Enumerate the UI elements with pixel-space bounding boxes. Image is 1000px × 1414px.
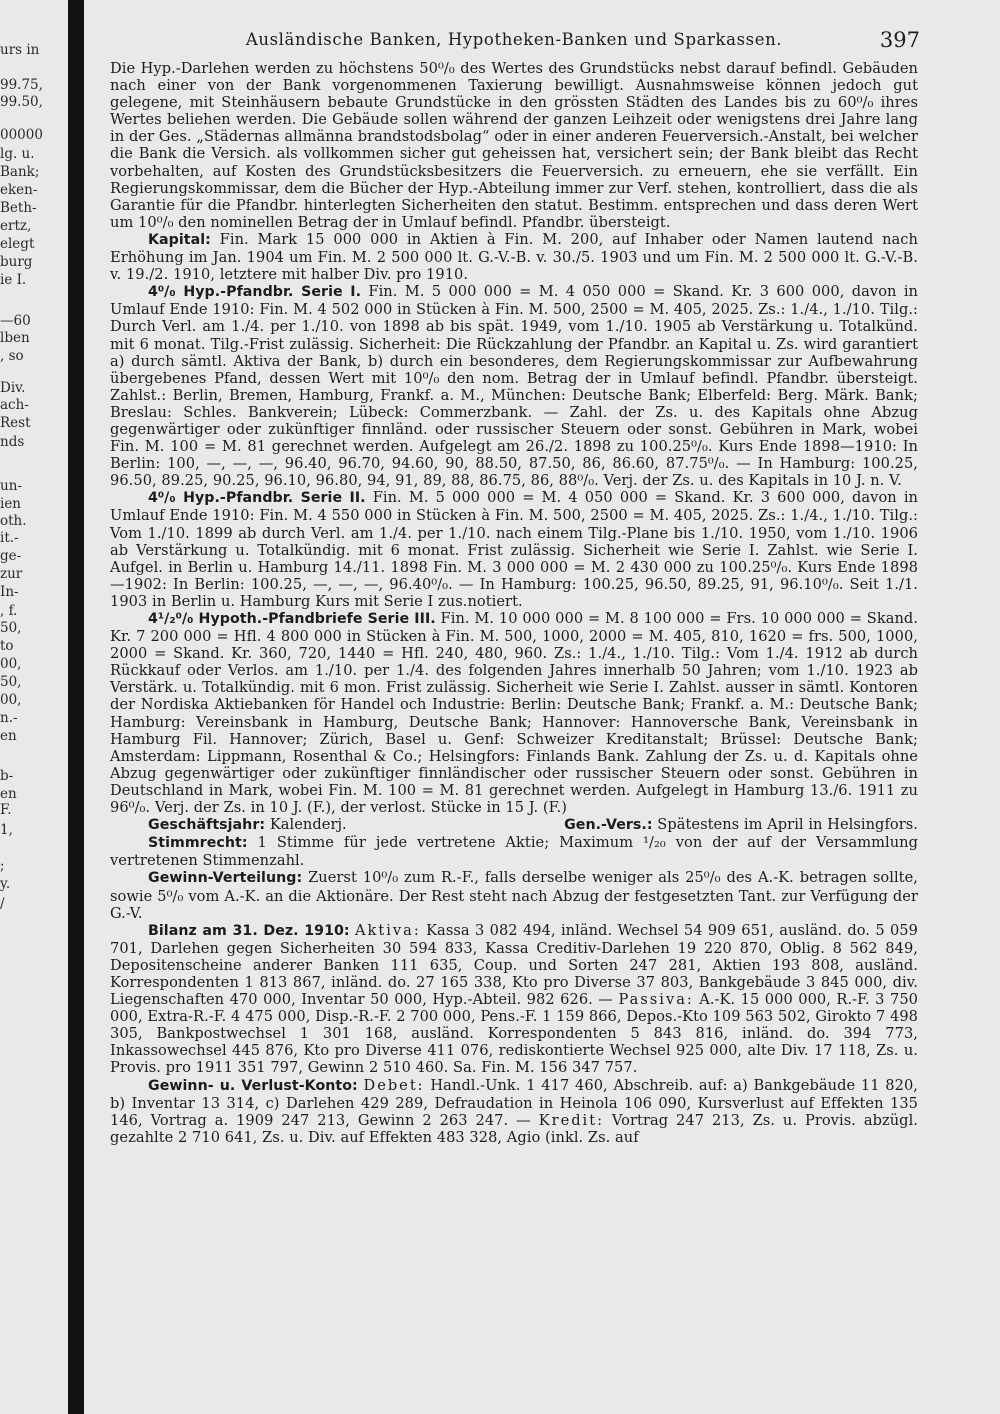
serie-2-text: Fin. M. 5 000 000 = M. 4 050 000 = Skand. Kr. 3 600 000, davon in Umlauf Ende 1910: Fin. M. 4 550 000 in Stücken à Fin. M. 500, 2500 = M. 405, 2025. Zs.: 1./4., 1./10. Tilg.: Vom 1./10. 1899 ab durch Verl. am 1./4. per 1./10. nach einem Tilg.-Plane bis 1./10. 1950, vom 1./10. 1906 ab Verstärkung u. Totalkündig. mit 6 monat. Frist zulässig. Sicherheit wie Serie I. Zahlst. wie Serie I. Aufgel. in Berlin u. Hamburg 14./11. 1898 Fin. M. 3 000 000 = M. 2 430 000 zu 100.25⁰/₀. Kurs Ende 1898—1902: In Berlin: 100.25, —, —, —, 96.40⁰/₀. — In Hamburg: 100.25, 96.50, 89.25, 91, 96.10⁰/₀. Seit 1./1. 1903 in Berlin u. Hamburg Kurs mit Serie I zus.notiert. [110, 489, 918, 610]
kredit-text: Vortrag 247 213, Zs. u. Provis. abzügl. gezahlte 2 710 641, Zs. u. Div. auf Effekten 483 328, Agio (inkl. Zs. auf [110, 1111, 918, 1146]
margin-fragment: Beth- [0, 200, 37, 216]
margin-fragment: 99.75, [0, 77, 43, 93]
page [110, 30, 918, 1146]
passiva-text: A.-K. 15 000 000, R.-F. 3 750 000, Extra-R.-F. 4 475 000, Disp.-R.-F. 2 700 000, Pens.-F. 1 159 866, Depos.-Kto 109 563 502, Girokto 7 498 305, Bankpostwechsel 1 301 168, ausländ. Korrespondenten 5 843 816, inländ. do. 394 773, Inkassowechsel 445 876, Kto pro Diverse 411 076, rediskontierte Wechsel 925 000, alte Div. 17 118, Zs. u. Provis. pro 1911 351 797, Gewinn 2 510 460. Sa. Fin. M. 156 347 757. [110, 991, 918, 1077]
margin-fragment: zur [0, 566, 23, 582]
book-spine-shadow [68, 0, 84, 1414]
geschaeftsjahr-label: Geschäftsjahr: [148, 817, 266, 834]
margin-fragment: ertz, [0, 218, 32, 234]
margin-fragment: burg [0, 254, 33, 270]
margin-fragment: —60 [0, 313, 31, 329]
geschaeftsjahr-text: Kalenderj. [269, 816, 347, 834]
margin-fragment: lben [0, 330, 30, 346]
margin-fragment: F. [0, 802, 12, 818]
generalversammlung [564, 816, 918, 834]
paragraph-serie-1 [110, 283, 918, 489]
margin-fragment: 99.50, [0, 94, 43, 110]
margin-fragment: n.- [0, 710, 18, 726]
gewinn-verteilung-label: Gewinn-Verteilung: [148, 870, 303, 887]
genvers-text: Spätestens im April in Helsingfors. [657, 816, 918, 834]
margin-fragment: ge- [0, 548, 22, 564]
bilanz-label: Bilanz am 31. Dez. 1910: [148, 922, 350, 939]
stimmrecht-text: 1 Stimme für jede vertretene Aktie; Maximum ¹/₂₀ von der auf der Versammlung vertretenen Stimmenzahl. [110, 834, 918, 870]
gewinn-verlust-label: Gewinn- u. Verlust-Konto: [148, 1077, 358, 1094]
gewinn-verteilung-text: Zuerst 10⁰/₀ zum R.-F., falls derselbe weniger als 25⁰/₀ des A.-K. betragen sollte, sowie 5⁰/₀ vom A.-K. an die Aktionäre. Der Rest steht nach Abzug der festgesetzten Tant. zur Verfügung der G.-V. [110, 869, 918, 922]
kapital-label: Kapital: [148, 231, 211, 248]
serie-1-text: Fin. M. 5 000 000 = M. 4 050 000 = Skand. Kr. 3 600 000, davon in Umlauf Ende 1910: Fin. M. 4 502 000 in Stücken à Fin. M. 500, 2500 = M. 405, 2025. Zs.: 1./4., 1./10. Tilg.: Durch Verl. am 1./4. per 1./10. von 1898 ab bis spät. 1949, vom 1./10. 1905 ab Verstärkung u. Totalkünd. mit 6 monat. Tilg.-Frist zulässig. Sicherheit: Die Rückzahlung der Pfandbr. an Kapital u. Zs. wird garantiert a) durch sämtl. Aktiva der Bank, b) durch ein besonderes, dem Regierungskommissar zur Aufbewahrung übergebenes Pfand, dessen Wert mit 10⁰/₀ den nom. Betrag der in Umlauf befindl. Pfandbr. übersteigt. Zahlst.: Berlin, Bremen, Hamburg, Frankf. a. M., München: Deutsche Bank; Elberfeld: Berg. Märk. Bank; Breslau: Schles. Bankverein; Lübeck: Commerzbank. — Zahl. der Zs. u. des Kapitals ohne Abzug gegenwärtiger oder zukünftiger finnländ. oder russischer Steuern oder sonst. Gebühren in Mark, wobei Fin. M. 100 = M. 81 gerechnet werden. Aufgelegt am 26./2. 1898 zu 100.25⁰/₀. Kurs Ende 1898—1910: In Berlin: 100, —, —, —, 96.40, 96.70, 94.60, 90, 88.50, 87.50, 86, 86.60, 87.75⁰/₀. — In Hamburg: 100.25, 96.50, 89.25, 90.25, 96.10, 96.80, 94, 91, 89, 88, 86.75, 86, 88⁰/₀. Verj. der Zs. u. des Kapitals in 10 J. n. V. [110, 283, 918, 490]
serie-1-label: 4⁰/₀ Hyp.-Pfandbr. Serie I. [148, 284, 362, 301]
margin-fragment: 00, [0, 692, 22, 708]
article-body [110, 60, 918, 1146]
margin-fragment: to [0, 638, 14, 654]
margin-fragment: ien [0, 496, 22, 512]
kredit-word: Kredit: [538, 1111, 604, 1129]
geschaeftsjahr [148, 816, 347, 834]
paragraph-serie-2 [110, 489, 918, 610]
margin-fragment: eken- [0, 182, 38, 198]
margin-fragment: 1, [0, 822, 13, 838]
serie-3-label: 4¹/₂⁰/₀ Hypoth.-Pfandbriefe Serie III. [148, 611, 436, 627]
margin-fragment: / [0, 896, 5, 912]
margin-fragment: , so [0, 348, 24, 364]
margin-fragment: ; [0, 858, 5, 874]
serie-3-text: Fin. M. 10 000 000 = M. 8 100 000 = Frs. 10 000 000 = Skand. Kr. 7 200 000 = Hfl. 4 800 000 in Stücken à Fin. M. 500, 1000, 2000 = M. 405, 810, 1620 = frs. 500, 1000, 2000 = Skand. Kr. 360, 720, 1440 = Hfl. 240, 480, 960. Zs.: 1./4., 1./10. Tilg.: Vom 1./4. 1912 ab durch Rückkauf oder Verlos. am 1./10. per 1./4. des folgenden Jahres innerhalb 50 Jahren; vom 1./10. 1923 ab Verstärk. u. Totalkündig. mit 6 mon. Frist zulässig. Sicherheit wie Serie I. Zahlst. ausser in sämtl. Kontoren der Nordiska Aktiebanken för Handel och Industrie: Berlin: Deutsche Bank; Frankf. a. M.: Deutsche Bank; Hamburg: Vereinsbank in Hamburg, Deutsche Bank; Hannover: Hannoversche Bank, Vereinsbank in Hamburg Fil. Hannover; Zürich, Basel u. Genf: Schweizer Kreditanstalt; Brüssel: Deutsche Bank; Amsterdam: Lippmann, Rosenthal & Co.; Helsingfors: Finlands Bank. Zahlung der Zs. u. d. Kapitals ohne Abzug gegenwärtiger oder zukünftiger finnländischer oder russischer Steuern oder sonst. Gebühren in Deutschland in Mark, wobei Fin. M. 100 = M. 81 gerechnet werden. Aufgelegt in Hamburg 13./6. 1911 zu 96⁰/₀. Verj. der Zs. in 10 J. (F.), der verlost. Stücke in 15 J. (F.) [110, 610, 919, 817]
margin-fragment: 00, [0, 656, 22, 672]
running-header [110, 30, 918, 60]
margin-fragment: b- [0, 768, 14, 784]
debet-word: Debet: [363, 1076, 425, 1094]
margin-fragment: lg. u. [0, 146, 35, 162]
margin-fragment: , f. [0, 603, 18, 619]
margin-fragment: it.- [0, 530, 19, 546]
page-header-title: Ausländische Banken, Hypotheken-Banken und Sparkassen. [245, 30, 783, 49]
margin-fragment: urs in [0, 42, 40, 58]
serie-2-label: 4⁰/₀ Hyp.-Pfandbr. Serie II. [148, 490, 366, 507]
kapital-text: Fin. Mark 15 000 000 in Aktien à Fin. M. 200, auf Inhaber oder Namen lautend nach Erhöhung im Jan. 1904 um Fin. M. 2 500 000 lt. G.-V.-B. v. 30./5. 1903 und um Fin. M. 2 500 000 lt. G.-V.-B. v. 19./2. 1910, letztere mit halber Div. pro 1910. [110, 230, 918, 284]
paragraph-stimmrecht [110, 834, 918, 869]
margin-fragment: en [0, 786, 17, 802]
page-number: 397 [879, 28, 920, 52]
debet-text: Handl.-Unk. 1 417 460, Abschreib. auf: a) Bankgebäude 11 820, b) Inventar 13 314, c) Darlehen 429 289, Defraudation in Heinola 106 090, Kursverlust auf Effekten 135 146, Vortrag a. 1909 247 213, Gewinn 2 263 247. — [110, 1076, 918, 1129]
passiva-word: Passiva: [618, 991, 694, 1009]
row-geschaeftsjahr-genvers [110, 816, 918, 834]
margin-fragment: Rest [0, 415, 31, 431]
aktiva-text: Kassa 3 082 494, inländ. Wechsel 54 909 651, ausländ. do. 5 059 701, Darlehen gegen Sicherheiten 30 594 833, Kassa Creditiv-Darlehen 19 220 870, Oblig. 8 562 849, Depositenscheine anderer Banken 111 635, Coup. und Sorten 247 281, Aktien 193 808, ausländ. Korrespondenten 1 813 867, inländ. do. 27 165 338, Kto pro Diverse 37 803, Bankgebäude 3 845 000, div. Liegenschaften 470 000, Inventar 50 000, Hyp.-Abteil. 982 626. — [110, 921, 918, 1009]
genvers-label: Gen.-Vers.: [564, 817, 653, 834]
paragraph-serie-3 [110, 610, 918, 816]
stimmrecht-label: Stimmrecht: [148, 835, 248, 852]
aktiva-word: Aktiva: [355, 921, 421, 939]
margin-fragment: ie I. [0, 272, 27, 288]
margin-fragment: ach- [0, 397, 29, 413]
margin-fragment: 50, [0, 674, 22, 690]
paragraph-bilanz [110, 922, 918, 1077]
adjacent-page-margin [0, 0, 62, 1414]
paragraph-mortgage-terms: Die Hyp.-Darlehen werden zu höchstens 50⁰/₀ des Wertes des Grundstücks nebst darauf befindl. Gebäuden nach einer von der Bank vorgenommenen Taxierung bewilligt. Ausnahmsweise können jedoch gut gelegene, mit Steinhäusern bebaute Grundstücke in den grössten Städten des Landes bis zu 60⁰/₀ ihres Wertes beliehen werden. Die Gebäude sollen während der ganzen Leihzeit oder wenigstens drei Jahre lang in der Ges. „Städernas allmänna brandstodsbolag“ oder in einer anderen Feuerversich.-Anstalt, bei welcher die Bank die Versich. als vollkommen sicher gut geheissen hat, versichert sein; der Bank bleibt das Recht vorbehalten, auf Kosten des Grundstücksbesitzers die Feuerversich. zu erneuern, ehe sie verfällt. Ein Regierungskommissar, dem die Bücher der Hyp.-Abteilung immer zur Verf. stehen, kontrolliert, dass die als Garantie für die Pfandbr. hinterlegten Sicherheiten den statut. Bestimm. entsprechen und dass deren Wert um 10⁰/₀ den nominellen Betrag der in Umlauf befindl. Pfandbr. übersteigt. [110, 60, 918, 231]
margin-fragment: 50, [0, 620, 22, 636]
margin-fragment: Bank; [0, 164, 40, 180]
margin-fragment: elegt [0, 236, 35, 252]
margin-fragment: oth. [0, 513, 27, 529]
margin-fragment: en [0, 728, 17, 744]
margin-fragment: nds [0, 434, 25, 450]
margin-fragment: y. [0, 876, 11, 892]
margin-fragment: In- [0, 584, 19, 600]
paragraph-kapital [110, 231, 918, 283]
margin-fragment: Div. [0, 380, 26, 396]
paragraph-gewinn-verteilung [110, 869, 918, 921]
margin-fragment: un- [0, 478, 22, 494]
paragraph-gewinn-verlust-konto [110, 1077, 918, 1146]
margin-fragment: 00000 [0, 127, 43, 143]
